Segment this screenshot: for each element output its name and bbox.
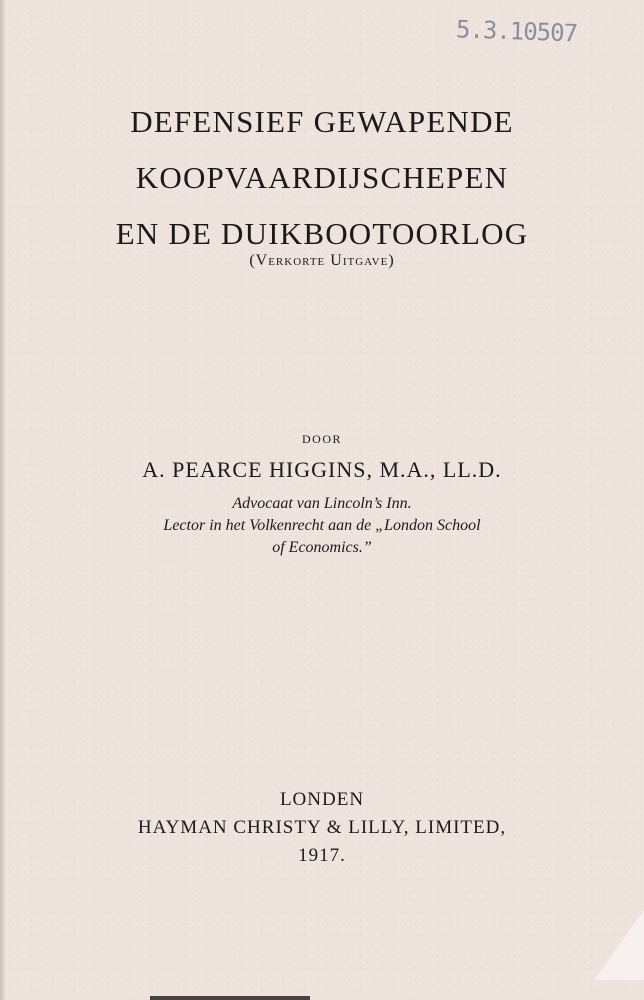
author-block xyxy=(40,432,604,559)
author-name: A. PEARCE HIGGINS, M.A., LL.D. xyxy=(142,457,502,482)
handwritten-catalog-number: 5.3.10507 xyxy=(455,15,578,48)
title-line-3: EN DE DUIKBOOTOORLOG xyxy=(115,216,529,251)
page-bottom-edge xyxy=(150,996,310,1000)
credential-line-3: of Economics.” xyxy=(272,539,372,556)
credential-line-1: Advocaat van Lincoln’s Inn. xyxy=(232,495,412,512)
page-left-edge xyxy=(0,0,6,1000)
torn-corner xyxy=(594,910,644,980)
publisher-city: LONDEN xyxy=(279,789,365,810)
credential-line-2: Lector in het Volkenrecht aan de „London School xyxy=(163,517,481,534)
title-line-2: KOOPVAARDIJSCHEPEN xyxy=(135,160,509,195)
title-line-1: DEFENSIEF GEWAPENDE xyxy=(130,104,514,139)
door-label: DOOR xyxy=(301,432,342,446)
subtitle: (Verkorte Uitgave) xyxy=(249,252,395,269)
publisher-name: HAYMAN CHRISTY & LILLY, LIMITED, xyxy=(137,817,507,838)
publication-year: 1917. xyxy=(298,845,346,866)
publisher-block xyxy=(40,786,604,870)
title-block xyxy=(40,94,604,262)
